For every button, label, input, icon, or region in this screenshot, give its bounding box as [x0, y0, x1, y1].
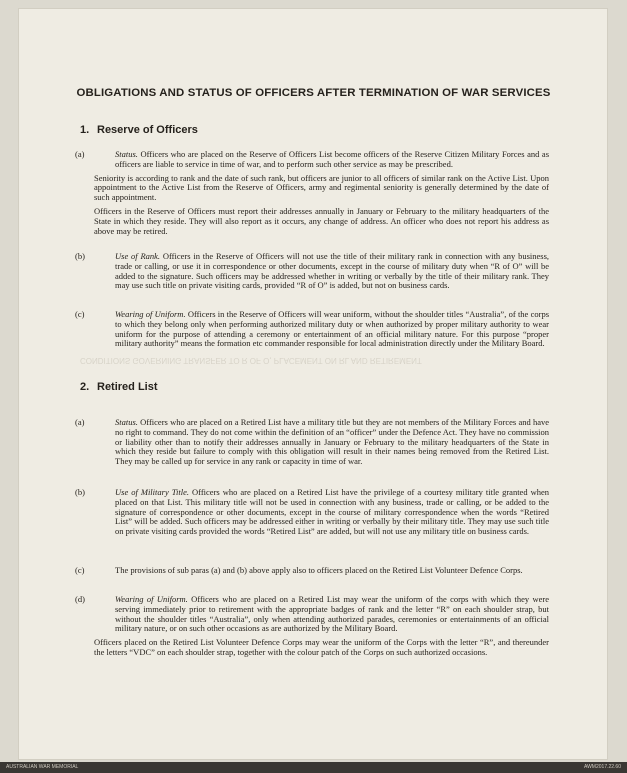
para-lead: Use of Military Title.: [115, 487, 189, 497]
retired-vdc-provisions-para: [75, 565, 549, 580]
reserve-use-of-rank-para: [75, 251, 550, 295]
para-label: (c): [75, 565, 85, 575]
para-label: (a): [75, 149, 85, 159]
para-label: (c): [75, 309, 85, 319]
retired-uniform-para: [75, 594, 549, 662]
section-2-heading: [80, 381, 158, 393]
retired-status-para: [75, 417, 550, 471]
section-number: 2.: [80, 381, 90, 393]
para-extra: Seniority is according to rank and the date of such rank, but officers are junior to all officers of similar rank on the Active List. Upon appointment to the Active List from the Reserve of Officers, army and regimental seniority is generally determined by the date of such appointment.: [94, 172, 549, 203]
footer-right-text: AWM2017.22.60: [583, 764, 621, 770]
footer-left-text: AUSTRALIAN WAR MEMORIAL: [6, 764, 79, 770]
para-text: Officers who are placed on the Reserve of Officers List become officers of the Reserve Citizen Military Forces and as officers are liable to service in time of war, and to perform such other service as may be prescribed.: [115, 149, 550, 169]
para-label: (a): [75, 417, 85, 427]
para-label: (b): [75, 487, 85, 497]
archive-footer-bar: [0, 762, 627, 773]
para-lead: Wearing of Uniform.: [115, 309, 186, 319]
section-title: Retired List: [97, 381, 158, 393]
para-text: Officers in the Reserve of Officers will wear uniform, without the shoulder titles “Australia”, of the corps to which they belong only when performing authorized military duty or when authorized by proper military authority to wear uniform for the purpose of attending a ceremony or entertainment of an official military nature. For this purpose “proper military authority” means the formation etc commander responsible for local administration directly under the Military Board.: [115, 309, 549, 349]
para-extra: Officers in the Reserve of Officers must report their addresses annually in January or February to the military headquarters of the State in which they reside. They will also report as it occurs, any change of address. An officer who does not report his address as above may be retired.: [94, 205, 549, 236]
para-lead: Use of Rank.: [115, 251, 161, 261]
section-title: Reserve of Officers: [97, 124, 198, 136]
para-text: Officers who are placed on a Retired List have the privilege of a courtesy military title granted when placed on that List. This military title will not be used in connection with any business, trade or calling, or be added to the signature of correspondence or other documents, except in the course of military correspondence when the words “Retired List” will be added. Such officers may be addressed either in writing or verbally by their military title. They may use such title on private visiting cards provided the words “Retired List” are added, but will not use any military title on business cards.: [115, 487, 550, 537]
retired-military-title-para: [75, 487, 550, 541]
para-text: Officers who are placed on a Retired List have a military title but they are not members of the Military Forces and have no right to command. They do not come within the definition of an “officer” under the Defence Act. They have no commission or liability other than to notify their addresses annually in January or February to the military headquarters of the State in which they reside but failure to comply with this obligation will result in their names being removed from the Retired List. They may be called up for service in any rank or capacity in time of war.: [115, 417, 550, 467]
para-text: Officers who are placed on a Retired List may wear the uniform of the corps with which they were serving immediately prior to retirement with the appropriate badges of rank and the letter “R” on each shoulder strap, but without the shoulder titles “Australia”, only when attending authorized parades, ceremonies or entertainments of an official military nature, or on such other occasions as are authorized by the Military Board.: [115, 594, 549, 634]
section-1-heading: [80, 124, 198, 136]
para-label: (d): [75, 594, 85, 604]
para-text: Officers in the Reserve of Officers will not use the title of their military rank in connection with any business, trade or calling, or use it in correspondence or other documents, except in the course of military duty when “R of O” will be added to the signature. Such officers may be addressed whether in writing or verbally by the title of their military rank. They may use such title on private visiting cards, provided “R of O” is added, but not on business cards.: [115, 251, 550, 291]
para-text: The provisions of sub paras (a) and (b) above apply also to officers placed on the Retired List Volunteer Defence Corps.: [115, 565, 523, 575]
para-extra: Officers placed on the Retired List Volunteer Defence Corps may wear the uniform of the Corps with the letter “R”, and thereunder the letters “VDC” on each shoulder strap, together with the colour patch of the Corps on such authorized occasions.: [94, 637, 549, 657]
document-title: OBLIGATIONS AND STATUS OF OFFICERS AFTER TERMINATION OF WAR SERVICES: [76, 87, 551, 99]
reserve-uniform-para: [75, 309, 549, 353]
section-number: 1.: [80, 124, 90, 136]
reserve-status-para: [75, 149, 550, 240]
para-lead: Wearing of Uniform.: [115, 594, 188, 604]
para-lead: Status.: [115, 149, 138, 159]
para-label: (b): [75, 251, 85, 261]
para-lead: Status.: [115, 417, 138, 427]
show-through-text: CONDITIONS GOVERNING TRANSFER TO R OF O, PLACEMENT ON RL AND RETIREMENT: [80, 356, 422, 365]
